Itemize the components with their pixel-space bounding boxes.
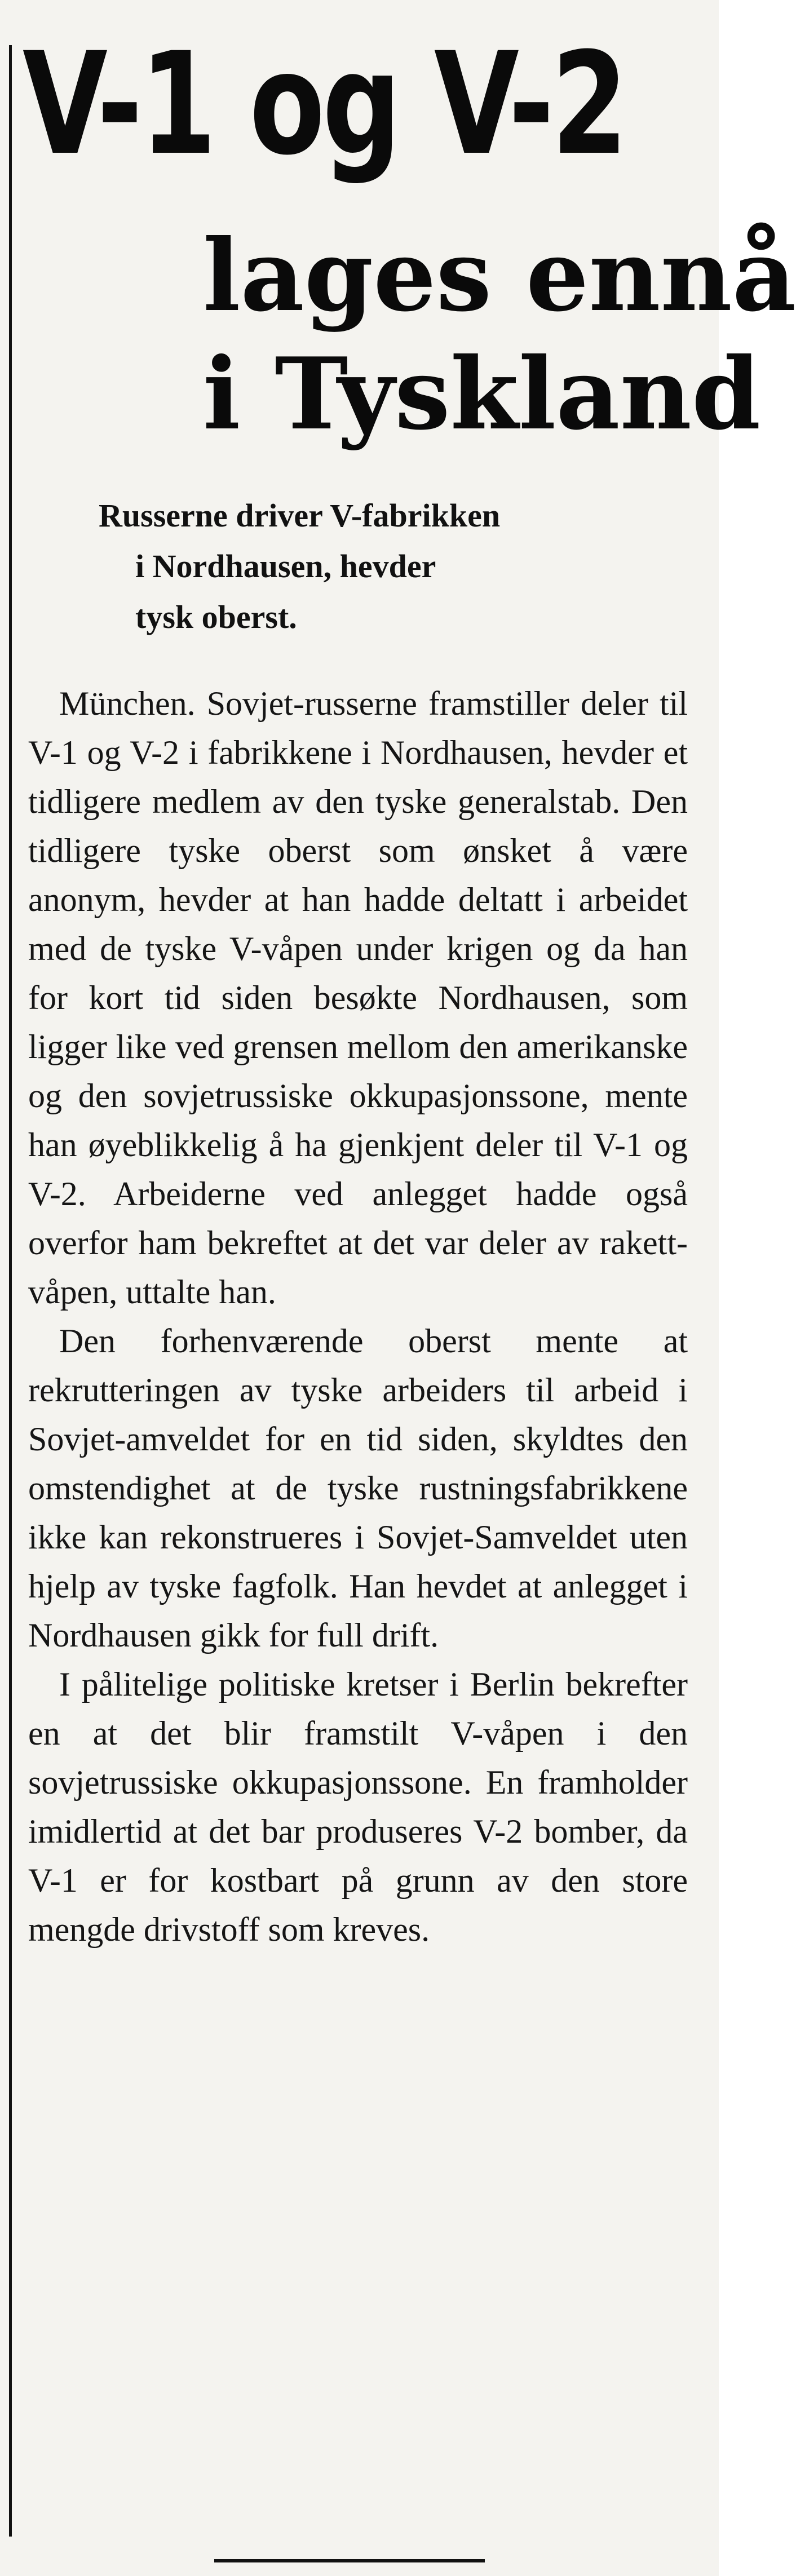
subheadline bbox=[99, 490, 500, 643]
paragraph: München. Sovjet-russerne framstiller deler til V-1 og V-2 i fabrikkene i Nordhausen, hevder et tidligere medlem av den tyske generalstab. Den tidligere tyske oberst som ønsket å være anonym, hevder at han hadde deltatt i arbeidet med de tyske V-våpen under krigen og da han for kort tid siden besøkte Nordhausen, som ligger like ved grensen mellom den amerikanske og den sovjetrussiske okkupasjonssone, mente han øyeblikkelig å ha gjenkjent deler til V-1 og V-2. Arbeiderne ved anlegget hadde også overfor ham bekreftet at det var deler av rakett-våpen, uttalte han. bbox=[28, 685, 688, 1311]
article-body bbox=[28, 679, 688, 1954]
paragraph: Den forhenværende oberst mente at rekrutteringen av tyske arbeiders til arbeid i Sovjet-amveldet for en tid siden, skyldtes den omstendighet at de tyske rustningsfabrikkene ikke kan rekonstrueres i Sovjet-Samveldet uten hjelp av tyske fagfolk. Han hevdet at anlegget i Nordhausen gikk for full drift. bbox=[28, 1322, 688, 1654]
end-rule bbox=[214, 2559, 485, 2562]
subhead-line-1: Russerne driver V-fabrikken bbox=[99, 497, 501, 534]
paragraph: I pålitelige politiske kretser i Berlin bekrefter en at det blir framstilt V-våpen i den sovjetrussiske okkupasjonssone. En framholder imidlertid at det bar produseres V-2 bomber, da V-1 er for kostbart på grunn av den store mengde drivstoff som kreves. bbox=[28, 1666, 688, 1948]
headline-secondary bbox=[203, 217, 796, 454]
headline-line-2: lages ennå bbox=[203, 218, 796, 334]
subhead-line-2: i Nordhausen, hevder bbox=[135, 548, 436, 585]
subhead-line-3: tysk oberst. bbox=[135, 599, 297, 635]
headline-main: V-1 og V-2 bbox=[23, 22, 626, 186]
headline-line-3: i Tyskland bbox=[203, 337, 761, 452]
column-rule bbox=[9, 45, 12, 2537]
